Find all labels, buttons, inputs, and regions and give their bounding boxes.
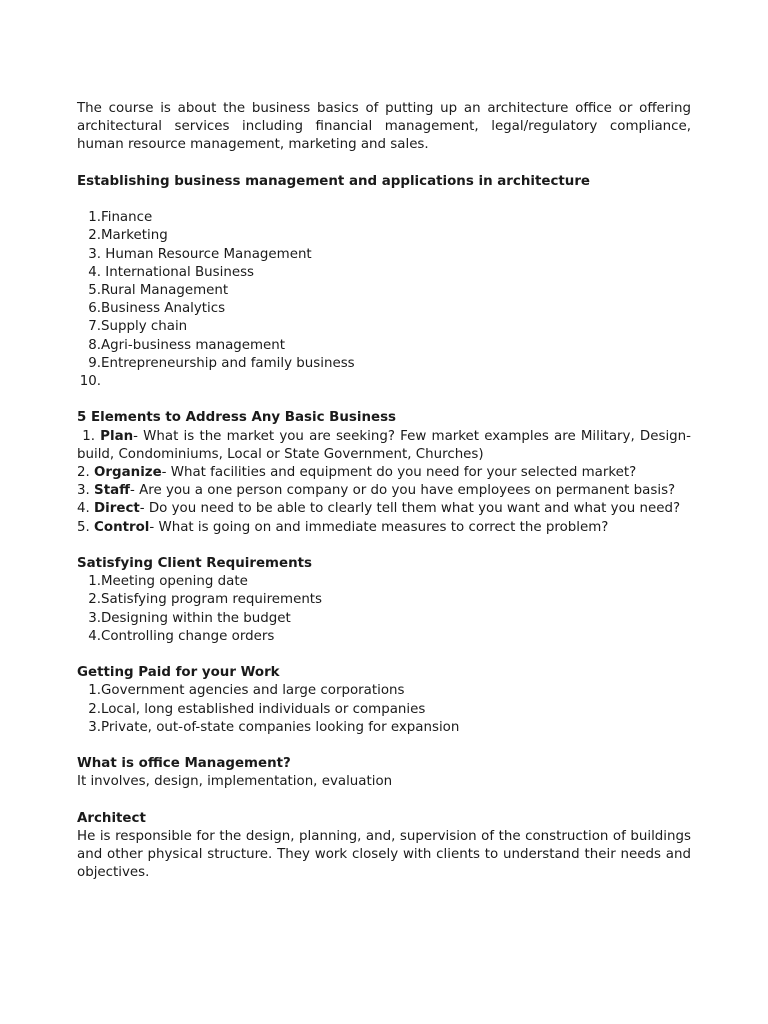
element-item-plan: 1. Plan- What is the market you are seeking? Few market examples are Military, Design-build, Condominiums, Local or State Government, Churches) xyxy=(77,428,691,462)
element-item-staff: 3. Staff- Are you a one person company or do you have employees on permanent basis? xyxy=(77,483,676,499)
list-item: 4. International Business xyxy=(88,264,255,280)
list-item: 10. xyxy=(79,374,101,390)
client-heading: Satisfying Client Requirements xyxy=(77,556,312,572)
architect-heading: Architect xyxy=(77,810,146,826)
establishing-heading: Establishing business management and applications in architecture xyxy=(77,173,591,189)
list-item: 3. Designing within the budget xyxy=(88,610,291,626)
list-item: 5. Rural Management xyxy=(88,283,229,298)
element-item-organize: 2. Organize- What facilities and equipment do you need for your selected market? xyxy=(77,465,637,481)
office-heading: What is office Management? xyxy=(77,756,291,772)
elements-heading: 5 Elements to Address Any Basic Business xyxy=(77,410,397,426)
element-item-direct: 4. Direct- Do you need to be able to clearly tell them what you want and what you need? xyxy=(77,501,681,517)
list-item: 4. Controlling change orders xyxy=(88,628,275,644)
list-item: 1. Finance xyxy=(88,210,153,226)
architect-text: He is responsible for the design, planning, and, supervision of the construction of buildings and other physical structure. They work closely with clients to understand their needs and objectives. xyxy=(77,829,691,881)
list-item: 3. Private, out-of-state companies looking for expansion xyxy=(88,719,460,735)
client-list xyxy=(77,573,691,646)
list-item: 1. Government agencies and large corporations xyxy=(88,683,405,699)
paid-list xyxy=(77,682,691,737)
intro-paragraph: The course is about the business basics of putting up an architecture office or offering architectural services including financial management, legal/regulatory compliance, human resource management, marketing and sales. xyxy=(77,101,691,153)
list-item: 2. Marketing xyxy=(88,228,168,244)
office-text: It involves, design, implementation, evaluation xyxy=(77,774,393,790)
list-item: 1. Meeting opening date xyxy=(88,574,248,590)
list-item: 7. Supply chain xyxy=(88,319,188,335)
list-item: 8. Agri-business management xyxy=(88,337,286,353)
list-item: 9. Entrepreneurship and family business xyxy=(88,355,355,371)
establishing-list xyxy=(77,209,691,391)
list-item: 2. Local, long established individuals or companies xyxy=(88,701,426,717)
list-item: 2. Satisfying program requirements xyxy=(88,592,323,608)
element-item-control: 5. Control- What is going on and immediate measures to correct the problem? xyxy=(77,519,609,535)
paid-heading: Getting Paid for your Work xyxy=(77,665,280,681)
list-item: 3. Human Resource Management xyxy=(88,246,312,262)
list-item: 6. Business Analytics xyxy=(88,301,226,317)
document-page xyxy=(77,100,691,883)
